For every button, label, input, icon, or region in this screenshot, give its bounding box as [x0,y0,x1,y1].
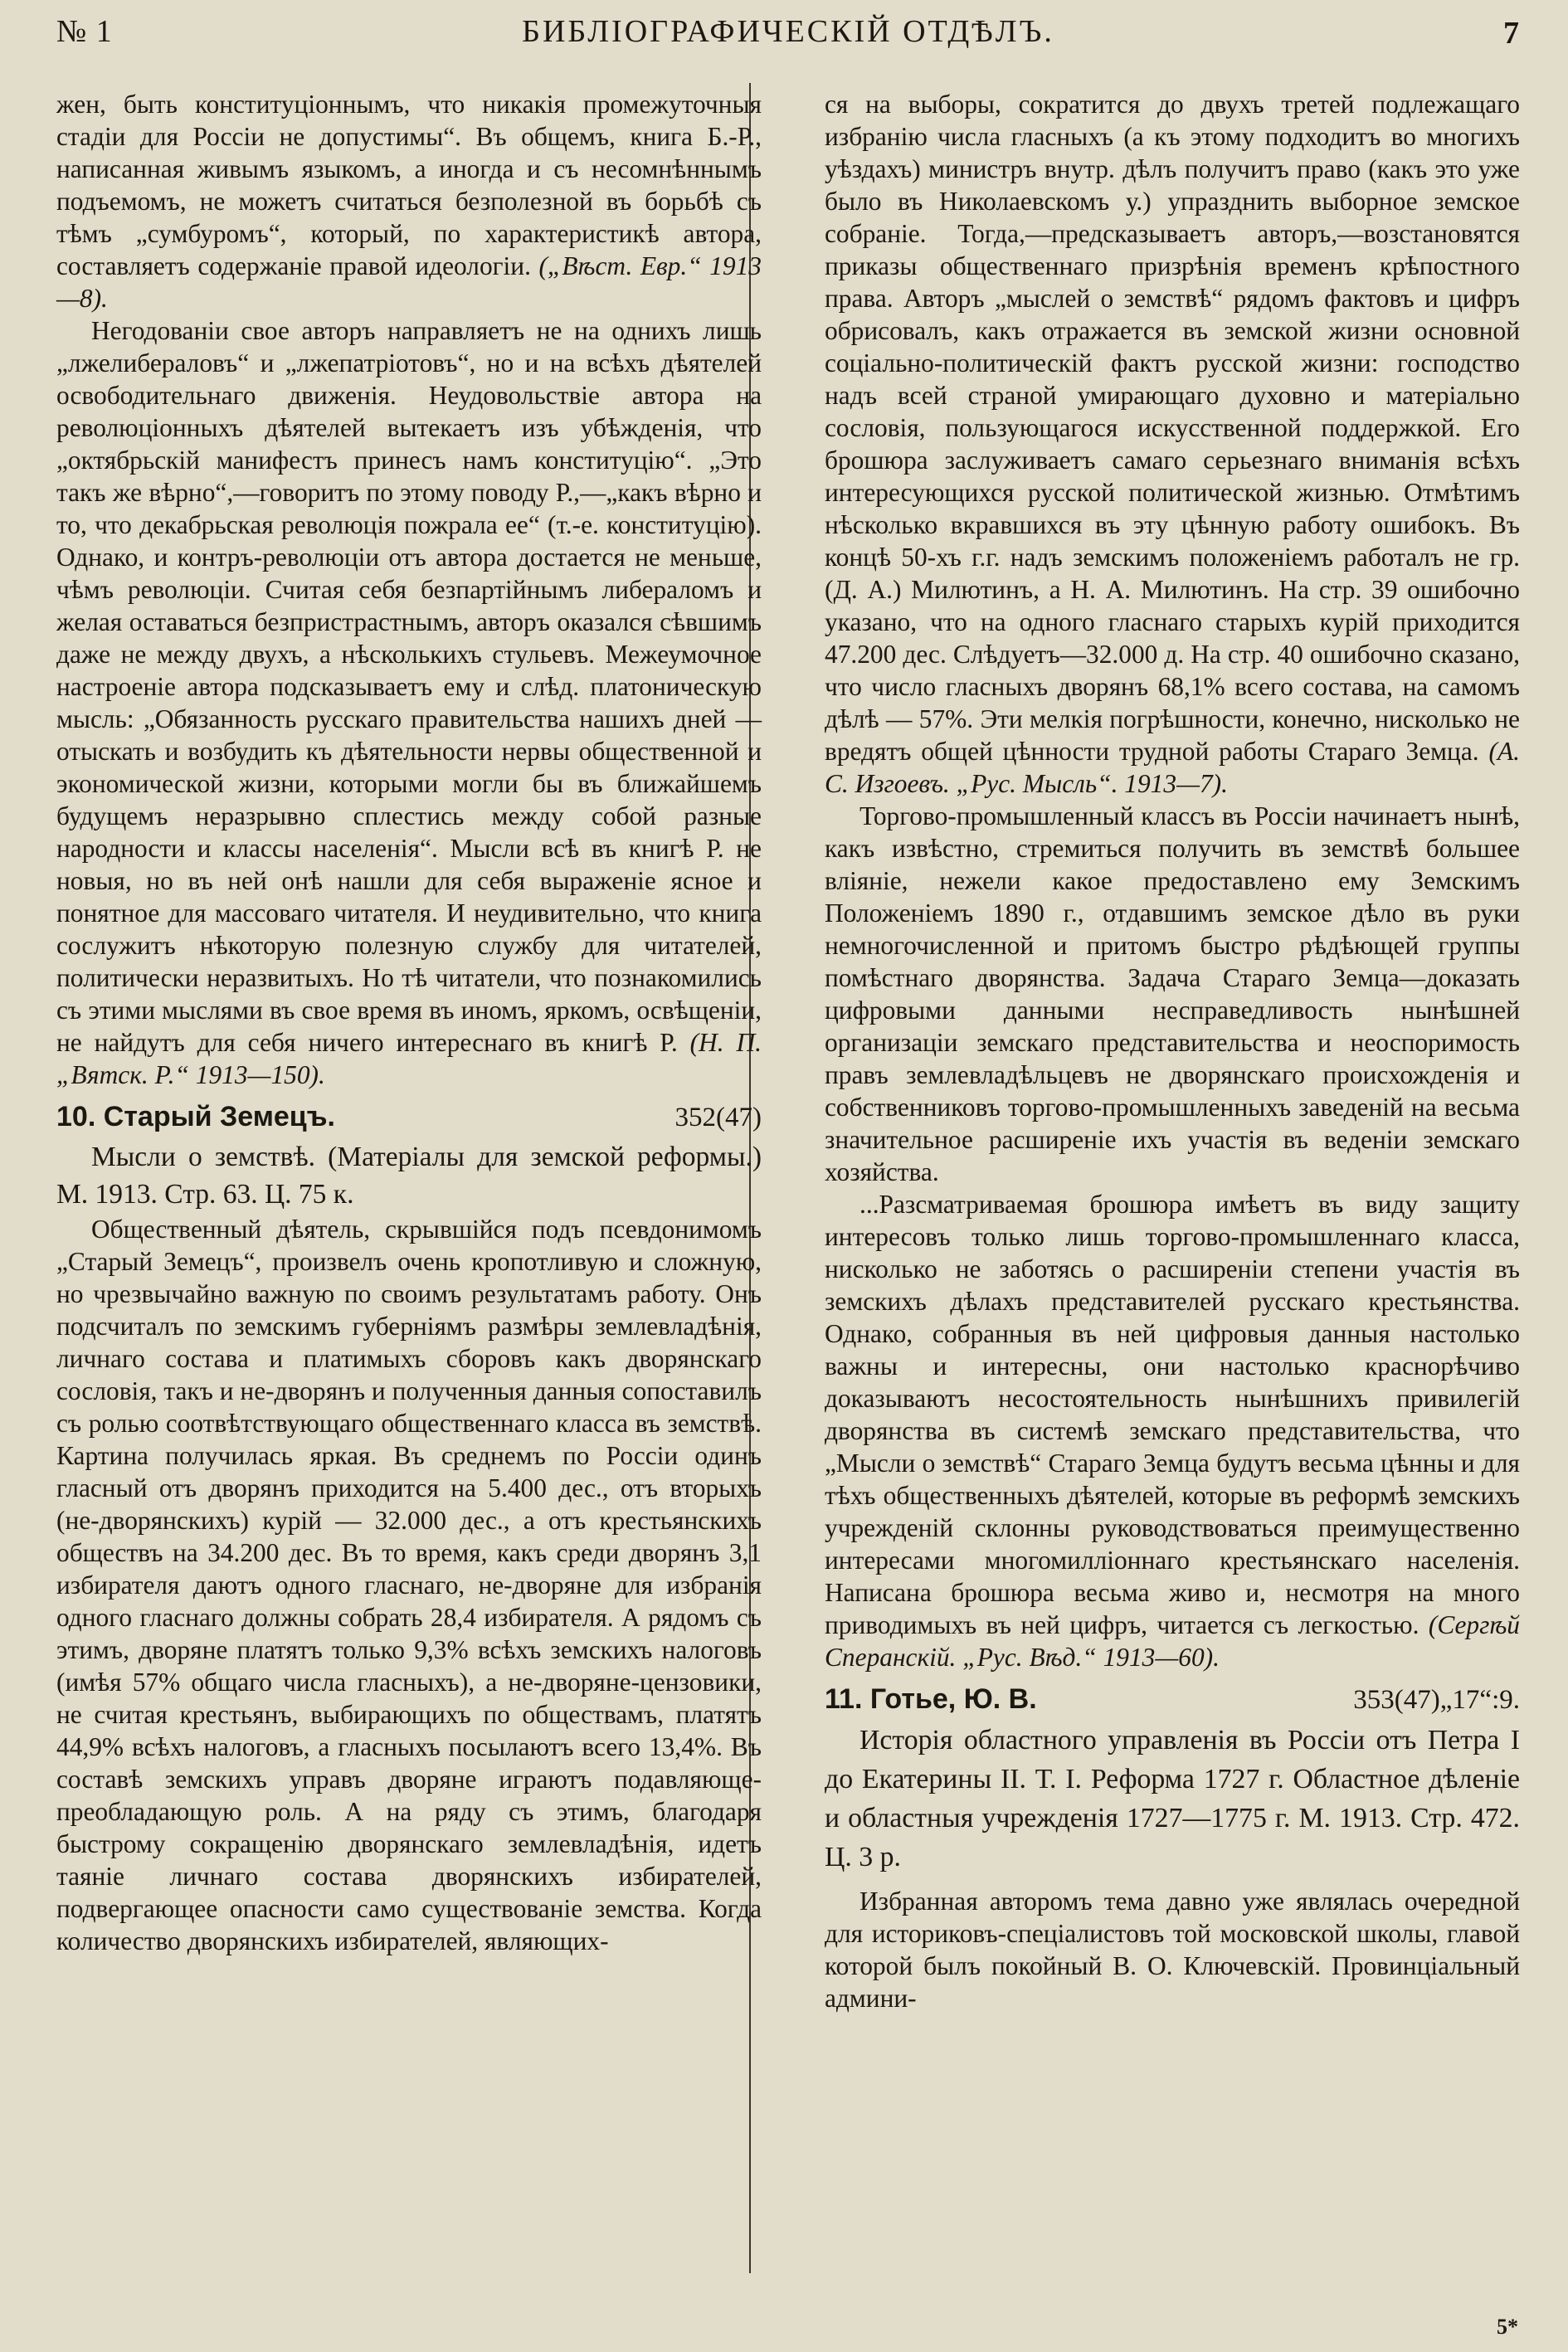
right-paragraph-4: Избранная авторомъ тема давно уже являлась очередной для историковъ-спеціалистовъ той московской школы, главой которой былъ покойный В. О. Ключевскій. Провинціальный админи- [825,1887,1520,2013]
left-column [56,88,762,2014]
left-paragraph-1 [56,88,762,314]
columns [56,88,1520,2014]
right-paragraph-3-text: ...Разсматриваемая брошюра имѣетъ въ виду защиту интересовъ только лишь торгово-промышленнаго класса, нисколько не заботясь о расширеніи степени участія въ земскихъ дѣлахъ представителей русскаго крестьянства. Однако, собранныя въ ней цифровыя данныя настолько важны и интересны, они настолько краснорѣчиво доказываютъ несостоятельность нынѣшнихъ привилегій дворянства въ системѣ земскаго представительства, что „Мысли о земствѣ“ Стараго Земца будутъ весьма цѣнны и для тѣхъ общественныхъ дѣятелей, которые въ реформѣ земскихъ учрежденій склонны руководствоваться преимущественно интересами многомилліоннаго крестьянскаго населенія. Написана брошюра весьма живо и, несмотря на много приводимыхъ въ ней цифръ, читается съ легкостью. [825,1190,1520,1639]
entry-10-code: 352(47) [674,1103,762,1132]
entry-10-bibliography: Мысли о земствѣ. (Матеріалы для земской реформы.) М. 1913. Стр. 63. Ц. 75 к. [56,1142,762,1210]
left-paragraph-1-source: („Вѣст. Евр.“ 1913—8). [56,251,762,313]
right-paragraph-3-source: (Сергѣй Сперанскій. „Рус. Вѣд.“ 1913—60). [825,1610,1520,1672]
entry-10-heading [56,1098,762,1137]
right-paragraph-3 [825,1188,1520,1673]
right-paragraph-2: Торгово-промышленный классъ въ Россіи начинаетъ нынѣ, какъ извѣстно, стремиться получить въ земствѣ большее вліяніе, нежели какое предоставлено ему Земскимъ Положеніемъ 1890 г., отдавшимъ земское дѣло въ руки немногочисленной и притомъ быстро рѣдѣющей группы помѣстнаго дворянства. Задача Стараго Земца—доказать цифровыми данными несправедливость нынѣшней организаціи земскаго представительства и неоспоримость правъ землевладѣльцевъ не дворянскаго происхожденія и собственниковъ торгово-промышленныхъ заведеній на весьма значительное расширеніе ихъ участія въ веденіи земскаго хозяйства. [825,801,1520,1186]
right-paragraph-1 [825,88,1520,800]
signature-mark: 5* [1497,2315,1518,2339]
entry-11-heading [825,1680,1520,1719]
right-column [825,88,1520,2014]
left-paragraph-2-source: (Н. П. „Вятск. Р.“ 1913—150). [56,1028,762,1089]
entry-10-author: 10. Старый Земецъ. [56,1101,335,1132]
page-header [56,8,1520,60]
entry-11-bibliography: Исторія областного управленія въ Россіи отъ Петра I до Екатерины II. Т. I. Реформа 1727 г. Областное дѣленіе и областныя учрежденія 1727—1775 г. М. 1913. Стр. 472. Ц. 3 р. [825,1725,1520,1872]
left-paragraph-2-text: Негодованіи свое авторъ направляетъ не на однихъ лишь „лжелибераловъ“ и „лжепатріотовъ“, но и на всѣхъ дѣятелей освободительнаго движенія. Неудовольствіе автора на революціонныхъ дѣятелей вытекаетъ изъ убѣжденія, что „октябрьскій манифестъ принесъ намъ конституцію“. „Это такъ же вѣрно“,—говоритъ по этому поводу Р.,—„какъ вѣрно и то, что декабрьская революція пожрала ее“ (т.-е. конституцію). Однако, и контръ-революціи отъ автора достается не меньше, чѣмъ революціи. Считая себя безпартійнымъ либераломъ и желая оставаться безпристрастнымъ, авторъ оказался сѣвшимъ даже не между двухъ, а нѣсколькихъ стульевъ. Межеумочное настроеніе автора подсказываетъ ему и слѣд. платоническую мысль: „Обязанность русскаго правительства нашихъ дней — отыскать и возбудить къ дѣятельности нервы общественной и экономической жизни, которыми могли бы въ ближайшемъ будущемъ неразрывно сплестись между собой разные народности и классы населенія“. Мысли всѣ въ книгѣ Р. не новыя, но въ ней онѣ нашли для себя выраженіе ясное и понятное для массоваго читателя. И неудивительно, что книга сослужитъ нѣкоторую полезную службу для читателей, политически неразвитыхъ. Но тѣ читатели, что познакомились съ этими мыслями въ свое время въ иномъ, яркомъ, освѣщеніи, не найдутъ для себя ничего интереснаго въ книгѣ Р. [56,316,762,1057]
right-paragraph-1-text: ся на выборы, сократится до двухъ третей подлежащаго избранію числа гласныхъ (а къ этому подходитъ во многихъ уѣздахъ) министръ внутр. дѣлъ получитъ право (какъ это уже было въ Николаевскомъ у.) упразднить выборное земское собраніе. Тогда,—предсказываетъ авторъ,—возстановятся приказы общественнаго призрѣнія временъ крѣпостного права. Авторъ „мыслей о земствѣ“ рядомъ фактовъ и цифръ обрисовалъ, какъ отражается въ земской жизни основной соціально-политическій фактъ русской жизни: господство надъ всей страной умирающаго духовно и матеріально сословія, пользующагося искусственной поддержкой. Его брошюра заслуживаетъ самаго серьезнаго вниманія всѣхъ интересующихся русской политической жизнью. Отмѣтимъ нѣсколько вкравшихся въ эту цѣнную работу ошибокъ. Въ концѣ 50-хъ г.г. надъ земскимъ положеніемъ работалъ не гр. (Д. А.) Милютинъ, а Н. А. Милютинъ. На стр. 39 ошибочно указано, что на одного гласнаго старыхъ курій приходится 47.200 дес. Слѣдуетъ—32.000 д. На стр. 40 ошибочно сказано, что число гласныхъ дворянъ 68,1% всего состава, на самомъ дѣлѣ — 57%. Эти мелкія погрѣшности, конечно, нисколько не вредятъ общей цѣнности трудной работы Стараго Земца. [825,90,1520,766]
page-number: 7 [1503,16,1520,51]
issue-number: № 1 [56,14,113,49]
left-paragraph-3: Общественный дѣятель, скрывшійся подъ псевдонимомъ „Старый Земецъ“, произвелъ очень кропотливую и сложную, но чрезвычайно важную по своимъ результатамъ работу. Онъ подсчиталъ по земскимъ губерніямъ размѣры землевладѣнія, личнаго состава и платимыхъ сборовъ какъ дворянскаго сословія, такъ и не-дворянъ и полученныя данныя сопоставилъ съ ролью соотвѣтствующаго общественнаго класса въ земствѣ. Картина получилась яркая. Въ среднемъ по Россіи одинъ гласный отъ дворянъ приходится на 5.400 дес., отъ вторыхъ (не-дворянскихъ) курій — 32.000 дес., а отъ крестьянскихъ обществъ на 34.200 дес. Въ то время, какъ среди дворянъ 3,1 избирателя даютъ одного гласнаго, не-дворяне для избранія одного гласнаго должны собрать 28,4 избирателя. А рядомъ съ этимъ, дворяне платятъ только 9,3% всѣхъ земскихъ налоговъ (имѣя 57% общаго числа гласныхъ), а не-дворяне-цензовики, не считая крестьянъ, выбирающихъ по обществамъ, платятъ 44,9% всѣхъ налоговъ, а гласныхъ посылаютъ всего 13,4%. Въ составѣ земскихъ управъ дворяне играютъ подавляюще-преобладающую роль. А на ряду съ этимъ, благодаря быстрому сокращенію дворянскаго землевладѣнія, идетъ таяніе личнаго состава дворянскихъ избирателей, подвергающее опасности само существованіе земства. Когда количество дворянскихъ избирателей, являющих- [56,1215,762,1955]
entry-11-author: 11. Готье, Ю. В. [825,1683,1037,1715]
right-paragraph-1-source: (А. С. Изгоевъ. „Рус. Мысль“. 1913—7). [825,737,1520,798]
left-paragraph-1-text: жен, быть конституціоннымъ, что никакія промежуточныя стадіи для Россіи не допустимы“. Въ общемъ, книга Б.-Р., написанная живымъ языкомъ, а иногда и съ несомнѣннымъ подъемомъ, не можетъ считаться безполезной въ борьбѣ съ тѣмъ „сумбуромъ“, который, по характеристикѣ автора, составляетъ содержаніе правой идеологіи. [56,90,762,280]
section-title: БИБЛIОГРАФИЧЕСКIЙ ОТДѢЛЪ. [522,14,1054,49]
left-paragraph-2 [56,314,762,1091]
entry-11-code: 353(47)„17“:9. [1353,1685,1520,1715]
